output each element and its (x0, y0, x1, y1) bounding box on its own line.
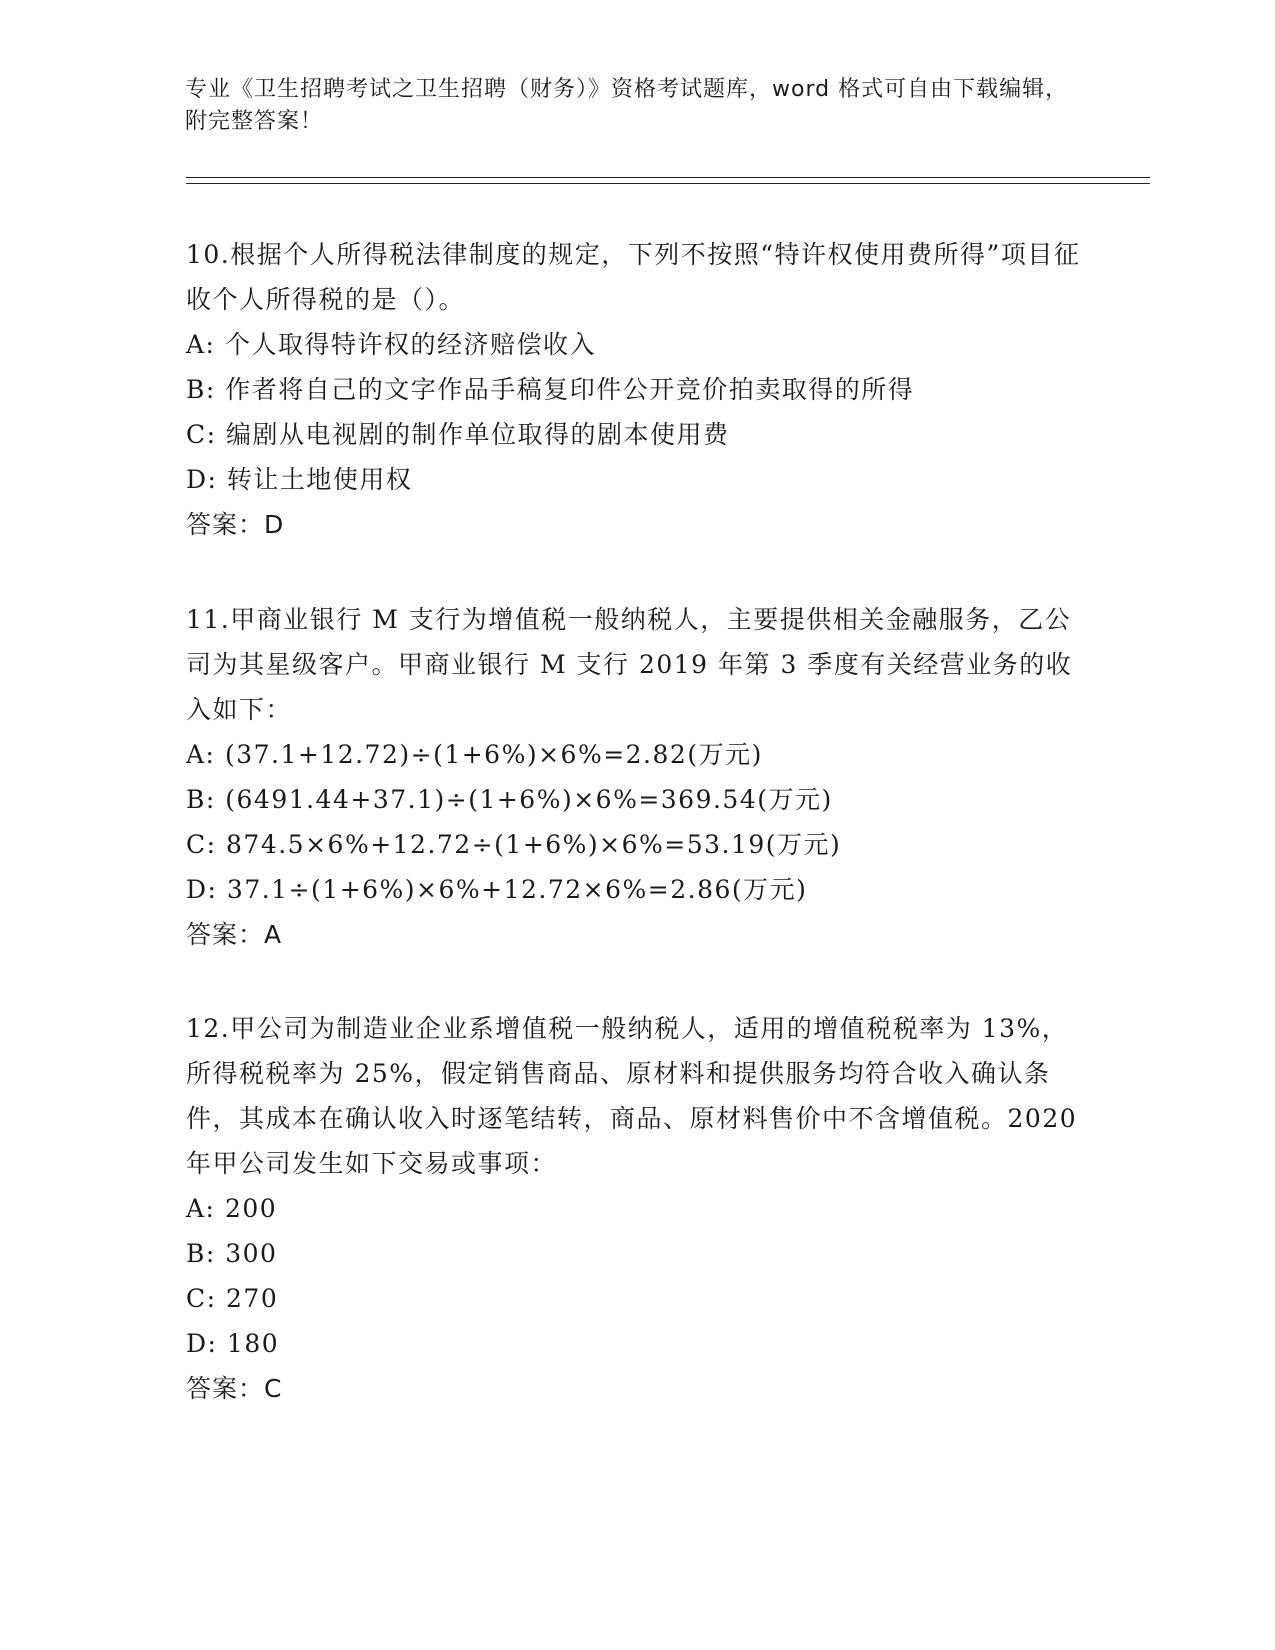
option-a (186, 1186, 1086, 1231)
option-letter: A: (186, 330, 216, 359)
option-letter: B: (186, 1239, 216, 1268)
option-b (186, 1231, 1086, 1276)
option-letter: D: (186, 875, 218, 904)
option-text: 180 (226, 1329, 280, 1358)
option-a (186, 732, 1086, 777)
option-c (186, 412, 1086, 457)
option-text: 作者将自己的文字作品手稿复印件公开竞价拍卖取得的所得 (225, 375, 915, 404)
option-a (186, 322, 1086, 367)
option-letter: B: (186, 785, 216, 814)
option-text: 200 (224, 1194, 278, 1223)
option-c (186, 1276, 1086, 1321)
option-text: 874.5×6%+12.72÷(1+6%)×6%=53.19(万元) (226, 830, 842, 859)
option-text: (37.1+12.72)÷(1+6%)×6%=2.82(万元) (224, 740, 763, 769)
answer-line: 答案：C (186, 1374, 283, 1403)
question-stem: 12.甲公司为制造业企业系增值税一般纳税人，适用的增值税税率为 13%，所得税税率为 25%，假定销售商品、原材料和提供服务均符合收入确认条件，其成本在确认收入时逐笔结转，商品、原材料售价中不含增值税。2020 年甲公司发生如下交易或事项： (186, 1014, 1078, 1178)
option-d (186, 1321, 1086, 1366)
question-11 (186, 597, 1086, 957)
question-10 (186, 232, 1086, 547)
header-divider-bottom (186, 183, 1150, 184)
option-letter: D: (186, 1329, 218, 1358)
option-letter: C: (186, 830, 217, 859)
option-text: 300 (225, 1239, 278, 1268)
option-b (186, 367, 1086, 412)
option-letter: B: (186, 375, 216, 404)
question-12 (186, 1006, 1086, 1411)
option-d (186, 457, 1086, 502)
question-stem: 10.根据个人所得税法律制度的规定，下列不按照“特许权使用费所得”项目征收个人所得税的是（）。 (186, 240, 1081, 314)
option-letter: A: (186, 1194, 216, 1223)
option-text: 编剧从电视剧的制作单位取得的剧本使用费 (226, 420, 730, 449)
option-letter: A: (186, 740, 216, 769)
option-text: 转让土地使用权 (226, 465, 413, 494)
answer-line: 答案：D (186, 510, 285, 539)
answer-line: 答案：A (186, 920, 283, 949)
option-letter: C: (186, 1284, 217, 1313)
option-text: 个人取得特许权的经济赔偿收入 (224, 330, 596, 359)
option-text: (6491.44+37.1)÷(1+6%)×6%=369.54(万元) (225, 785, 833, 814)
question-stem: 11.甲商业银行 M 支行为增值税一般纳税人，主要提供相关金融服务，乙公司为其星级客户。甲商业银行 M 支行 2019 年第 3 季度有关经营业务的收入如下： (186, 605, 1073, 724)
document-header: 专业《卫生招聘考试之卫生招聘（财务）》资格考试题库，word 格式可自由下载编辑，附完整答案！ (185, 77, 1069, 134)
option-letter: C: (186, 420, 217, 449)
option-b (186, 777, 1086, 822)
header-divider-top (186, 177, 1150, 178)
option-c (186, 822, 1086, 867)
option-d (186, 867, 1086, 912)
option-letter: D: (186, 465, 218, 494)
option-text: 270 (226, 1284, 279, 1313)
option-text: 37.1÷(1+6%)×6%+12.72×6%=2.86(万元) (226, 875, 808, 904)
